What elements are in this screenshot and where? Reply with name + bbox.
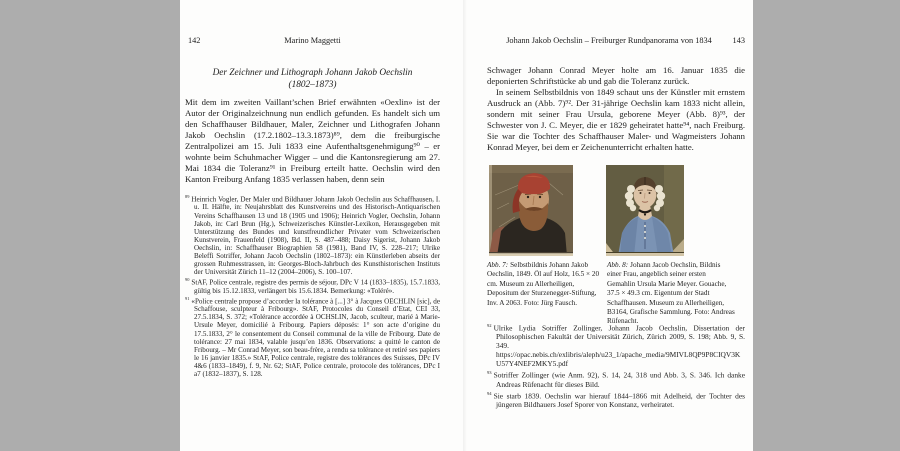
figure-8-caption-label: Abb. 8: bbox=[607, 261, 629, 269]
running-head-right bbox=[487, 36, 745, 46]
footnote-91 bbox=[185, 295, 440, 378]
figure-7-self-portrait-image bbox=[489, 165, 573, 256]
page-seam bbox=[463, 0, 467, 451]
footnote-91-number: 91 bbox=[185, 295, 190, 301]
right-body-paragraph-1: Schwager Johann Conrad Meyer holte am 16. Januar 1835 die deponierten Schriftstücke ab und gab die Toleranz zurück. bbox=[487, 65, 745, 86]
footnote-90-text: StAF, Police centrale, registre des permis de séjour, DPc V 14 (1833–1835), 15.7.1833, gültig bis 15.12.1833, verlängert bis 15.6.1834. Bemerkung: «Toléré». bbox=[191, 278, 440, 295]
section-title-line2: (1802–1873) bbox=[288, 79, 337, 90]
footnote-94-number: 94 bbox=[487, 390, 492, 396]
running-head-left bbox=[185, 36, 440, 46]
figure-7-caption-text: Selbstbildnis Johann Jakob Oechslin, 1849. Öl auf Holz, 16.5 × 20 cm. Museum zu Allerheiligen, Depositum der Sturzenegger-Stiftung, Inv. A 2063. Foto: Jürg Fausch. bbox=[487, 261, 600, 307]
section-title-line1: Der Zeichner und Lithograph Johann Jakob Oechslin bbox=[212, 68, 413, 78]
figure-8-caption-text: Johann Jacob Oechslin, Bildnis einer Frau, angeblich seiner ersten Gemahlin Ursula Marie Meyer. Gouache, 37.5 × 49.3 cm. Eigentum der Stadt Schaffhausen. Museum zu Allerheiligen, B3164, Grafische Sammlung. Foto: Andreas Rüfenacht. bbox=[607, 261, 735, 326]
left-body bbox=[185, 97, 440, 185]
right-body-paragraph-2: In seinem Selbstbildnis von 1849 schaut uns der Künstler mit ernstem Ausdruck an (Abb. 7)⁹². Der 31-jährige Oechslin kam 1833 nicht allein, sondern mit seiner Frau Ursula, geborene Meyer (Abb. 8)⁹³, der Schwester von J. C. Meyer, die er 1829 geheiratet hatte⁹⁴, nach Freiburg. Sie war die Tochter des Schaffhauser Maler- und Wagmeisters Johann Konrad Meyer, bei dem er Zeichenunterricht erhalten hatte. bbox=[487, 87, 745, 152]
figure-row bbox=[487, 165, 745, 256]
footnote-89-number: 89 bbox=[185, 194, 190, 199]
footnote-94 bbox=[487, 389, 745, 409]
book-spread bbox=[180, 0, 753, 451]
footnote-90-number: 90 bbox=[185, 277, 190, 283]
footnote-93-number: 93 bbox=[487, 370, 492, 376]
footnote-92 bbox=[487, 321, 745, 368]
figure-7-caption bbox=[487, 261, 600, 327]
running-head-left-text: Marino Maggetti bbox=[284, 36, 341, 45]
footnote-94-text: Sie starb 1839. Oechslin war hierauf 1844–1866 mit Adelheid, der Tochter des jüngeren Bildhauers Josef Sporer von Konstanz, verheiratet. bbox=[493, 391, 745, 410]
figure-8-caption bbox=[607, 261, 735, 327]
footnote-92-text: Ulrike Lydia Sotriffer Zollinger, Johann Jacob Oechslin, Dissertation der Philosophischen Fakultät der Universität Zürich, Zürich 2009, S. 198; Abb. 9, S. 349. https://opac.nebis.ch/exlibris/aleph/u23_1/apache_media/9MIVL8QP9P8CIQV3KU57Y4NEF2MKY5.pdf bbox=[493, 323, 745, 369]
footnote-91-text: «Police centrale propose d’accorder la tolérance à [...] 3° à Jacques OECHLIN [sic], de Schaffouse, sculpteur à Fribourg». StAF, Protocoles du Conseil d’Etat, CEI 33, 27.5.1834, S. 372; «Tolérance accordée à OCHSLIN, Jacob, sculteur, marié à Marie-Ursule Meyer, domicilié à Fribourg. Papiers déposés: 1° son acte d’origine du 17.5.1833, 2° le consentement du Conseil communal de la ville de Fribourg. Date de tolérance: 27 mai 1834, valable jusqu’en 1836. Observations: a quitté le canton de Fribourg. – Mr Conrad Meyer, son beau-frère, a rendu sa tolérance et retiré ses papiers le 16 janvier 1835.» StAF, Police centrale, registre des tolérances des Suisses, DPc IV 4&6 (1833–1849), f. 9, Nr. 62; StAF, Police centrale, protocole des tolérances, DPc I a7 (1832–1837), S. 128. bbox=[191, 297, 440, 379]
figure-7-caption-label: Abb. 7: bbox=[487, 261, 509, 269]
running-head-right-text: Johann Jakob Oechslin – Freiburger Rundpanorama von 1834 bbox=[506, 36, 712, 45]
page-number-left: 142 bbox=[188, 36, 201, 45]
footnote-93 bbox=[487, 368, 745, 388]
footnotes-right bbox=[487, 321, 745, 409]
figure-8-woman-portrait-image bbox=[606, 165, 684, 256]
footnotes-left bbox=[185, 193, 440, 378]
section-title bbox=[185, 68, 440, 91]
caption-row bbox=[487, 261, 745, 327]
page-number-right: 143 bbox=[732, 36, 745, 45]
left-body-paragraph: Mit dem im zweiten Vaillant’schen Brief erwähnten «Oexlin» ist der Autor der Originalzeichnung nun endlich gefunden. Es handelt sich um den Schaffhauser Bildhauer, Maler, Zeichner und Lithografen Johann Jakob Oechslin (17.2.1802–13.3.1873)⁸⁹, dem die freiburgische Zentralpolizei am 15. Juli 1833 eine Aufenthaltsgenehmigung⁹⁰ – er wohnte beim Schuhmacher Wigger – und die Kantonsregierung am 27. Mai 1834 die Toleranz⁹¹ in Freiburg erteilt hatte. Oechslin wird den Kanton Freiburg Anfang 1835 verlassen haben, denn sein bbox=[185, 97, 440, 184]
footnote-93-text: Sotriffer Zollinger (wie Anm. 92), S. 14, 24, 318 und Abb. 3, S. 346. Ich danke Andreas Rüfenacht für dieses Bild. bbox=[493, 370, 745, 389]
footnote-90 bbox=[185, 276, 440, 295]
footnote-89 bbox=[185, 193, 440, 276]
right-body bbox=[487, 65, 745, 153]
footnote-92-number: 92 bbox=[487, 323, 492, 328]
footnote-89-text: Heinrich Vogler, Der Maler und Bildhauer Johann Jakob Oechslin aus Schaffhausen, I. u. II. Hälfte, in: Neujahrsblatt des Kunstvereins und des Historisch-Antiquarischen Vereins Schaffhausen 13 und 18 (1905 und 1906); Heinrich Vogler, Oechslin, Johann Jakob, in: Carl Brun (Hg.), Schweizerisches Künstler-Lexikon, Herausgegeben mit Unterstützung des Bundes und kunstfreundlicher Privater vom Schweizerischen Kunstverein, Frauenfeld (1908), Bd. II, S. 487–488; Daisy Sigerist, Johann Jakob Oechslin, in: Schaffhauser Biographien 58 (1981), Band IV, S. 228–217; Ulrike Beleffi Sotriffer, Johann Jacob Oechslin (1802–1873): ein Künstlerleben abseits der grossen Ruhmesstrassen, in: Georges-Bloch-Jahrbuch des Kunsthistorischen Instituts der Universität Zürich 11–12 (2004–2006), S. 100–107. bbox=[191, 195, 440, 277]
